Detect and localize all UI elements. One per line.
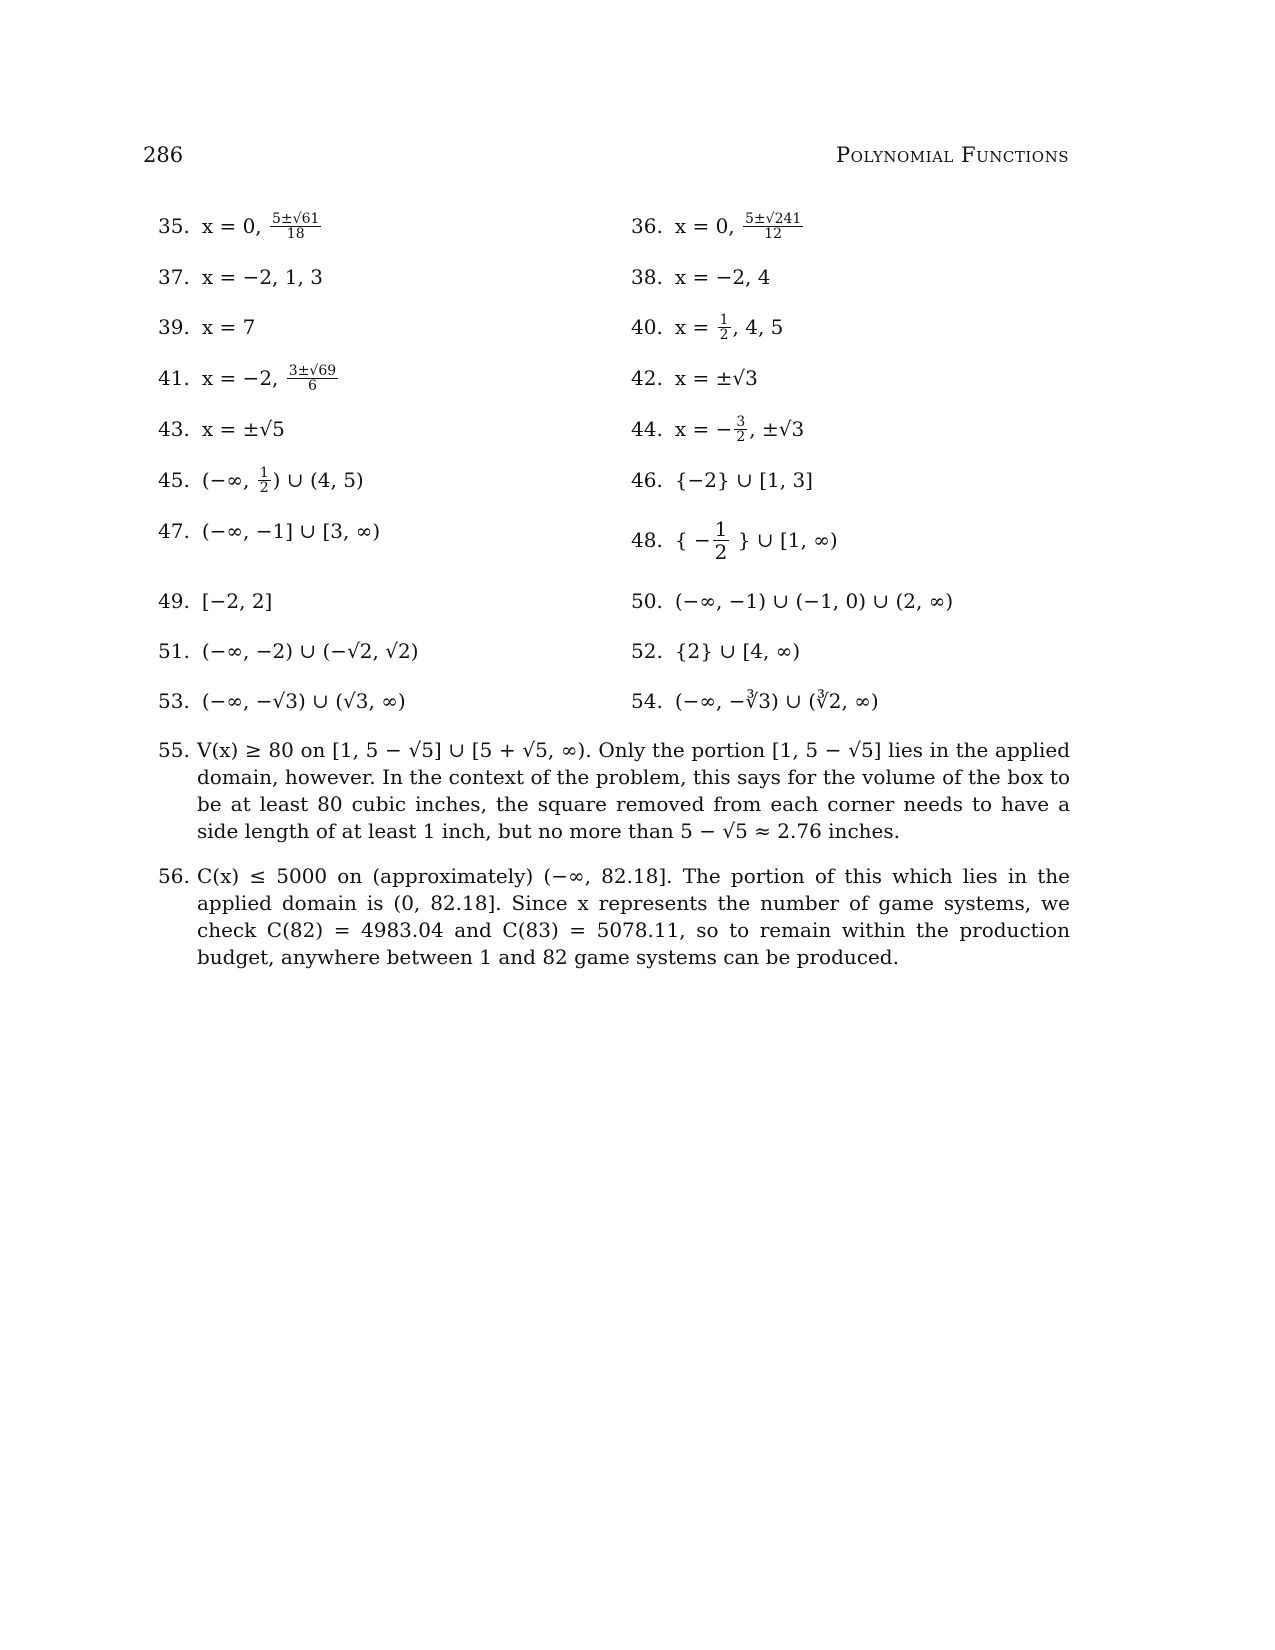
answer-number: 38. [631, 265, 663, 289]
math-text: (−∞, −∛3) ∪ (∛2, ∞) [674, 689, 879, 713]
answer-47 [158, 511, 380, 551]
answer-37 [158, 257, 323, 297]
answer-35 [158, 206, 323, 246]
answer-number: 52. [631, 639, 663, 663]
running-title: Polynomial Functions [836, 143, 1069, 167]
numerator: 1 [259, 464, 269, 481]
denominator: 2 [259, 479, 269, 496]
fraction [270, 212, 321, 241]
answer-number: 50. [631, 589, 663, 613]
fraction [258, 466, 271, 495]
answer-text: C(x) ≤ 5000 on (approximately) (−∞, 82.18]. The portion of this which lies in the applied domain is (0, 82.18]. Since x represents the number of game systems, we check C(82) = 4983.04 and C(83) = 5078.11, so to remain within the production budget, anywhere between 1 and 82 game systems can be produced. [197, 864, 1070, 969]
numerator: 5±√61 [272, 210, 320, 227]
answer-number: 46. [631, 468, 663, 492]
answer-53 [158, 681, 406, 721]
answer-54 [631, 681, 879, 721]
answer-45 [158, 460, 364, 500]
math-text: , ±√3 [749, 417, 805, 441]
denominator: 12 [764, 225, 783, 242]
numerator: 3 [736, 413, 746, 430]
denominator: 2 [719, 326, 729, 343]
answer-48 [631, 516, 838, 564]
fraction [718, 313, 731, 342]
numerator: 1 [719, 311, 729, 328]
answer-51 [158, 631, 419, 671]
page-number: 286 [143, 143, 184, 167]
math-text: {2} ∪ [4, ∞) [674, 639, 801, 663]
answer-text: V(x) ≥ 80 on [1, 5 − √5] ∪ [5 + √5, ∞). Only the portion [1, 5 − √5] lies in the applied domain, however. In the context of the problem, this says for the volume of the box to be at least 80 cubic inches, the square removed from each corner needs to have a side length of at least 1 inch, but no more than 5 − √5 ≈ 2.76 inches. [197, 738, 1070, 843]
math-text: x = ±√5 [201, 417, 285, 441]
answer-56 [158, 863, 1070, 971]
answer-42 [631, 358, 758, 398]
math-text: x = [674, 315, 716, 339]
math-text: x = 0, [201, 214, 269, 238]
answer-52 [631, 631, 800, 671]
answer-44 [631, 409, 804, 449]
answer-41 [158, 358, 340, 398]
math-text: x = −2, 1, 3 [201, 265, 323, 289]
math-text: {−2} ∪ [1, 3] [674, 468, 813, 492]
denominator: 18 [286, 225, 305, 242]
answer-40 [631, 307, 783, 347]
numerator: 5±√241 [745, 210, 802, 227]
math-text: { − [674, 528, 711, 552]
numerator: 3±√69 [288, 362, 337, 379]
math-text: x = −2, [201, 366, 285, 390]
math-text: x = −2, 4 [674, 265, 771, 289]
answer-46 [631, 460, 813, 500]
answer-55 [158, 737, 1070, 845]
fraction [713, 518, 730, 563]
answer-number: 42. [631, 366, 663, 390]
answer-number: 44. [631, 417, 663, 441]
fraction [734, 415, 747, 444]
numerator: 1 [714, 516, 728, 541]
math-text: , 4, 5 [732, 315, 784, 339]
answer-number: 45. [158, 468, 190, 492]
answer-number: 41. [158, 366, 190, 390]
math-text: (−∞, −1) ∪ (−1, 0) ∪ (2, ∞) [674, 589, 954, 613]
answer-number: 55. [158, 738, 190, 762]
math-text: ) ∪ (4, 5) [272, 468, 364, 492]
math-text: x = − [674, 417, 733, 441]
denominator: 2 [714, 539, 728, 564]
fraction [287, 364, 338, 393]
answer-number: 54. [631, 689, 663, 713]
answer-number: 43. [158, 417, 190, 441]
math-text: (−∞, −2) ∪ (−√2, √2) [201, 639, 419, 663]
answer-number: 40. [631, 315, 663, 339]
answer-number: 35. [158, 214, 190, 238]
answer-number: 48. [631, 528, 663, 552]
answer-number: 56. [158, 864, 190, 888]
math-text: x = ±√3 [674, 366, 758, 390]
math-text: (−∞, [201, 468, 256, 492]
math-text: x = 7 [201, 315, 256, 339]
answer-number: 53. [158, 689, 190, 713]
denominator: 6 [307, 377, 317, 394]
answer-39 [158, 307, 255, 347]
answer-number: 49. [158, 589, 190, 613]
answer-number: 39. [158, 315, 190, 339]
answer-number: 37. [158, 265, 190, 289]
answer-number: 51. [158, 639, 190, 663]
math-text: x = 0, [674, 214, 742, 238]
answer-number: 36. [631, 214, 663, 238]
answer-43 [158, 409, 285, 449]
answer-36 [631, 206, 805, 246]
math-text: (−∞, −1] ∪ [3, ∞) [201, 519, 381, 543]
answer-38 [631, 257, 771, 297]
answer-number: 47. [158, 519, 190, 543]
answer-49 [158, 581, 272, 621]
denominator: 2 [736, 428, 746, 445]
math-text: } ∪ [1, ∞) [731, 528, 838, 552]
fraction [743, 212, 803, 241]
math-text: [−2, 2] [201, 589, 273, 613]
answer-50 [631, 581, 953, 621]
math-text: (−∞, −√3) ∪ (√3, ∞) [201, 689, 406, 713]
